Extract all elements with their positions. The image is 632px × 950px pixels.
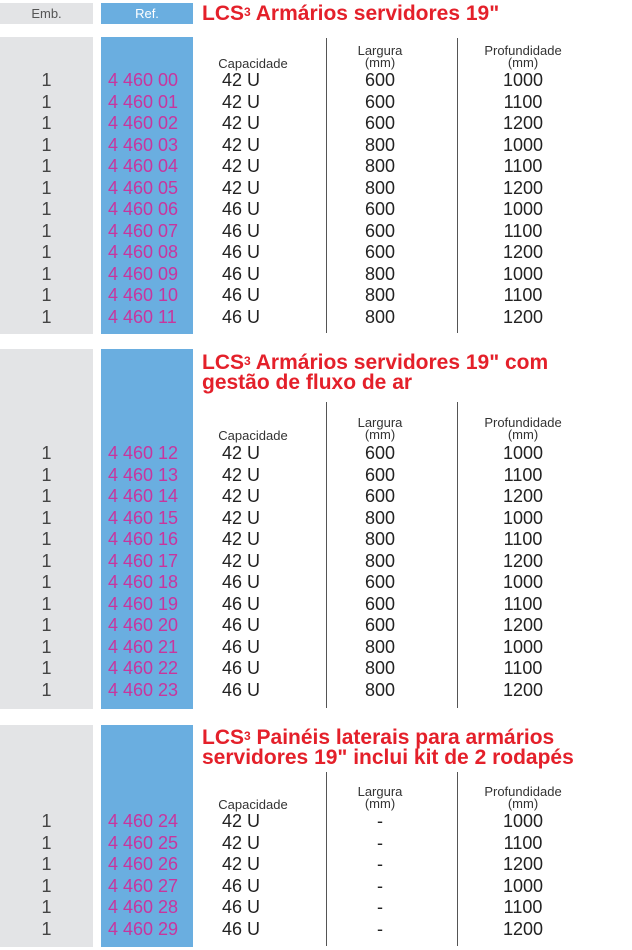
profundidade-cell: 1000 <box>502 572 544 592</box>
profundidade-cell: 1000 <box>502 134 544 155</box>
capacidade-cell: 42 U <box>222 529 261 549</box>
largura-cell: - <box>377 854 383 874</box>
section-2-title-line2: gestão de fluxo de ar <box>202 371 413 394</box>
profundidade-unit: (mm) <box>507 55 539 70</box>
table-row <box>0 306 632 327</box>
profundidade-cell: 1200 <box>502 486 544 506</box>
emb-cell: 1 <box>41 220 52 241</box>
table-row <box>0 244 632 260</box>
table-row <box>0 550 632 571</box>
ref-cell: 4 460 09 <box>108 263 179 284</box>
capacidade-cell: 42 U <box>222 177 261 198</box>
largura-cell: 600 <box>364 464 396 485</box>
largura-cell: 800 <box>364 529 396 549</box>
emb-cell: 1 <box>41 529 52 549</box>
largura-cell: - <box>377 897 383 917</box>
emb-cell: 1 <box>41 177 52 198</box>
table-row <box>0 263 632 284</box>
ref-cell: 4 460 28 <box>108 897 179 917</box>
table-row <box>0 679 632 700</box>
largura-cell: 800 <box>364 679 396 700</box>
ref-cell: 4 460 26 <box>108 854 179 874</box>
table-row <box>0 177 632 198</box>
brand-superscript: 3 <box>244 5 251 19</box>
capacidade-cell: 46 U <box>222 897 261 917</box>
capacidade-cell: 46 U <box>222 572 261 592</box>
largura-label: Largura <box>357 415 403 430</box>
profundidade-cell: 1200 <box>502 615 544 635</box>
ref-cell: 4 460 08 <box>108 242 179 262</box>
profundidade-cell: 1200 <box>502 306 544 327</box>
emb-cell: 1 <box>41 572 52 592</box>
ref-cell: 4 460 18 <box>108 572 179 592</box>
largura-cell: 600 <box>364 615 396 635</box>
capacidade-cell: 46 U <box>222 658 261 678</box>
emb-cell: 1 <box>41 615 52 635</box>
section-3-title <box>202 728 574 768</box>
capacidade-cell: 42 U <box>222 113 261 133</box>
table-row <box>0 201 632 217</box>
capacidade-header: Capacidade <box>218 56 288 71</box>
profundidade-cell: 1100 <box>503 464 543 485</box>
emb-cell: 1 <box>41 550 52 571</box>
emb-cell: 1 <box>41 134 52 155</box>
ref-cell: 4 460 16 <box>108 529 179 549</box>
profundidade-label: Profundidade <box>484 415 562 430</box>
emb-cell: 1 <box>41 113 52 133</box>
largura-cell: 600 <box>364 220 396 241</box>
profundidade-cell: 1100 <box>503 220 543 241</box>
emb-cell: 1 <box>41 636 52 657</box>
largura-cell: - <box>377 811 383 831</box>
profundidade-unit: (mm) <box>507 796 539 811</box>
ref-cell: 4 460 19 <box>108 593 179 614</box>
emb-cell: 1 <box>41 306 52 327</box>
capacidade-cell: 46 U <box>222 199 261 219</box>
brand-name: LCS <box>202 351 244 374</box>
emb-cell: 1 <box>41 464 52 485</box>
section-1-title-line1: Armários servidores 19" <box>255 2 500 25</box>
capacidade-cell: 42 U <box>222 443 261 463</box>
capacidade-cell: 46 U <box>222 918 261 939</box>
profundidade-cell: 1000 <box>502 199 544 219</box>
profundidade-cell: 1000 <box>502 636 544 657</box>
capacidade-cell: 46 U <box>222 242 261 262</box>
capacidade-cell: 42 U <box>222 156 261 176</box>
profundidade-cell: 1000 <box>502 507 544 528</box>
emb-cell: 1 <box>41 507 52 528</box>
emb-cell: 1 <box>41 91 52 112</box>
ref-cell: 4 460 24 <box>108 811 179 831</box>
capacidade-cell: 42 U <box>222 811 261 831</box>
largura-unit: (mm) <box>364 427 396 442</box>
ref-cell: 4 460 20 <box>108 615 179 635</box>
largura-cell: 600 <box>364 113 396 133</box>
profundidade-cell: 1100 <box>503 897 543 917</box>
emb-cell: 1 <box>41 679 52 700</box>
table-row <box>0 91 632 112</box>
table-row <box>0 918 632 939</box>
capacidade-cell: 42 U <box>222 854 261 874</box>
profundidade-cell: 1200 <box>502 679 544 700</box>
capacidade-cell: 46 U <box>222 636 261 657</box>
largura-cell: 800 <box>364 263 396 284</box>
largura-header <box>345 417 415 441</box>
ref-cell: 4 460 06 <box>108 199 179 219</box>
ref-cell: 4 460 04 <box>108 156 179 176</box>
profundidade-header <box>458 786 588 810</box>
brand-superscript: 3 <box>244 354 251 368</box>
largura-cell: 600 <box>364 199 396 219</box>
largura-cell: 800 <box>364 550 396 571</box>
largura-cell: 600 <box>364 91 396 112</box>
ref-column-header: Ref. <box>101 3 193 24</box>
profundidade-label: Profundidade <box>484 784 562 799</box>
ref-cell: 4 460 01 <box>108 91 179 112</box>
table-row <box>0 445 632 461</box>
ref-cell: 4 460 14 <box>108 486 179 506</box>
table-row <box>0 856 632 872</box>
capacidade-cell: 42 U <box>222 550 261 571</box>
largura-cell: 800 <box>364 285 396 305</box>
emb-cell: 1 <box>41 832 52 853</box>
capacidade-cell: 42 U <box>222 91 261 112</box>
emb-cell: 1 <box>41 443 52 463</box>
ref-cell: 4 460 11 <box>108 306 177 327</box>
largura-cell: 800 <box>364 177 396 198</box>
table-row <box>0 134 632 155</box>
emb-cell: 1 <box>41 854 52 874</box>
capacidade-cell: 42 U <box>222 70 261 90</box>
largura-header <box>345 786 415 810</box>
section-2-title-line1: Armários servidores 19" com <box>255 351 549 374</box>
ref-cell: 4 460 21 <box>108 636 179 657</box>
capacidade-cell: 42 U <box>222 486 261 506</box>
table-row <box>0 115 632 131</box>
profundidade-cell: 1100 <box>503 285 543 305</box>
emb-cell: 1 <box>41 897 52 917</box>
largura-cell: 800 <box>364 658 396 678</box>
profundidade-cell: 1200 <box>502 177 544 198</box>
largura-cell: 600 <box>364 70 396 90</box>
profundidade-cell: 1100 <box>503 156 543 176</box>
table-row <box>0 660 632 676</box>
emb-cell: 1 <box>41 811 52 831</box>
profundidade-cell: 1200 <box>502 918 544 939</box>
brand-name: LCS <box>202 726 244 749</box>
brand-superscript: 3 <box>244 729 251 743</box>
largura-cell: 600 <box>364 242 396 262</box>
section-3-title-line2: servidores 19" inclui kit de 2 rodapés <box>202 746 574 769</box>
profundidade-cell: 1000 <box>502 875 544 896</box>
capacidade-cell: 42 U <box>222 464 261 485</box>
largura-label: Largura <box>357 43 403 58</box>
table-row <box>0 158 632 174</box>
ref-cell: 4 460 15 <box>108 507 179 528</box>
emb-cell: 1 <box>41 70 52 90</box>
ref-cell: 4 460 29 <box>108 918 179 939</box>
largura-cell: 600 <box>364 572 396 592</box>
capacidade-cell: 46 U <box>222 220 261 241</box>
table-row <box>0 617 632 633</box>
largura-cell: - <box>377 918 383 939</box>
emb-cell: 1 <box>41 156 52 176</box>
emb-cell: 1 <box>41 285 52 305</box>
table-row <box>0 574 632 590</box>
capacidade-cell: 46 U <box>222 306 261 327</box>
section-1-title <box>202 4 499 24</box>
table-row <box>0 899 632 915</box>
profundidade-unit: (mm) <box>507 427 539 442</box>
profundidade-cell: 1000 <box>502 70 544 90</box>
table-row <box>0 488 632 504</box>
largura-cell: - <box>377 832 383 853</box>
emb-cell: 1 <box>41 242 52 262</box>
ref-cell: 4 460 07 <box>108 220 179 241</box>
profundidade-header <box>458 417 588 441</box>
profundidade-cell: 1000 <box>502 443 544 463</box>
table-row <box>0 875 632 896</box>
largura-cell: 800 <box>364 134 396 155</box>
capacidade-cell: 46 U <box>222 615 261 635</box>
section-3-title-line1: Painéis laterais para armários <box>256 726 555 749</box>
emb-cell: 1 <box>41 486 52 506</box>
capacidade-header: Capacidade <box>218 797 288 812</box>
table-row <box>0 507 632 528</box>
largura-header <box>345 45 415 69</box>
table-row <box>0 593 632 614</box>
ref-cell: 4 460 27 <box>108 875 179 896</box>
ref-cell: 4 460 25 <box>108 832 179 853</box>
largura-cell: 800 <box>364 507 396 528</box>
emb-cell: 1 <box>41 263 52 284</box>
profundidade-cell: 1200 <box>502 242 544 262</box>
capacidade-cell: 42 U <box>222 832 261 853</box>
table-row <box>0 531 632 547</box>
largura-label: Largura <box>357 784 403 799</box>
largura-cell: 800 <box>364 636 396 657</box>
profundidade-cell: 1200 <box>502 550 544 571</box>
ref-cell: 4 460 00 <box>108 70 179 90</box>
emb-column-header: Emb. <box>0 3 93 24</box>
ref-cell: 4 460 22 <box>108 658 179 678</box>
capacidade-cell: 46 U <box>222 875 261 896</box>
ref-cell: 4 460 12 <box>108 443 179 463</box>
emb-cell: 1 <box>41 199 52 219</box>
largura-cell: - <box>377 875 383 896</box>
profundidade-cell: 1000 <box>502 811 544 831</box>
capacidade-header: Capacidade <box>218 428 288 443</box>
largura-unit: (mm) <box>364 55 396 70</box>
profundidade-label: Profundidade <box>484 43 562 58</box>
table-row <box>0 813 632 829</box>
section-2-title <box>202 353 548 393</box>
table-row <box>0 72 632 88</box>
ref-cell: 4 460 03 <box>108 134 179 155</box>
capacidade-cell: 46 U <box>222 593 261 614</box>
capacidade-cell: 46 U <box>222 679 261 700</box>
emb-cell: 1 <box>41 875 52 896</box>
ref-cell: 4 460 05 <box>108 177 179 198</box>
largura-cell: 600 <box>364 593 396 614</box>
ref-cell: 4 460 23 <box>108 679 179 700</box>
capacidade-cell: 42 U <box>222 507 261 528</box>
brand-name: LCS <box>202 2 244 25</box>
largura-cell: 800 <box>364 306 396 327</box>
largura-cell: 800 <box>364 156 396 176</box>
profundidade-cell: 1100 <box>503 529 543 549</box>
table-row <box>0 464 632 485</box>
profundidade-cell: 1100 <box>503 658 543 678</box>
largura-cell: 600 <box>364 443 396 463</box>
emb-cell: 1 <box>41 593 52 614</box>
profundidade-cell: 1100 <box>503 832 543 853</box>
table-row <box>0 220 632 241</box>
table-row <box>0 287 632 303</box>
ref-cell: 4 460 13 <box>108 464 179 485</box>
largura-unit: (mm) <box>364 796 396 811</box>
ref-cell: 4 460 02 <box>108 113 179 133</box>
profundidade-cell: 1100 <box>503 593 543 614</box>
profundidade-cell: 1200 <box>502 854 544 874</box>
table-row <box>0 832 632 853</box>
profundidade-cell: 1000 <box>502 263 544 284</box>
table-row <box>0 636 632 657</box>
profundidade-cell: 1100 <box>503 91 543 112</box>
largura-cell: 600 <box>364 486 396 506</box>
emb-cell: 1 <box>41 918 52 939</box>
ref-cell: 4 460 10 <box>108 285 179 305</box>
profundidade-cell: 1200 <box>502 113 544 133</box>
capacidade-cell: 46 U <box>222 285 261 305</box>
ref-cell: 4 460 17 <box>108 550 179 571</box>
capacidade-cell: 46 U <box>222 263 261 284</box>
profundidade-header <box>458 45 588 69</box>
emb-cell: 1 <box>41 658 52 678</box>
capacidade-cell: 42 U <box>222 134 261 155</box>
